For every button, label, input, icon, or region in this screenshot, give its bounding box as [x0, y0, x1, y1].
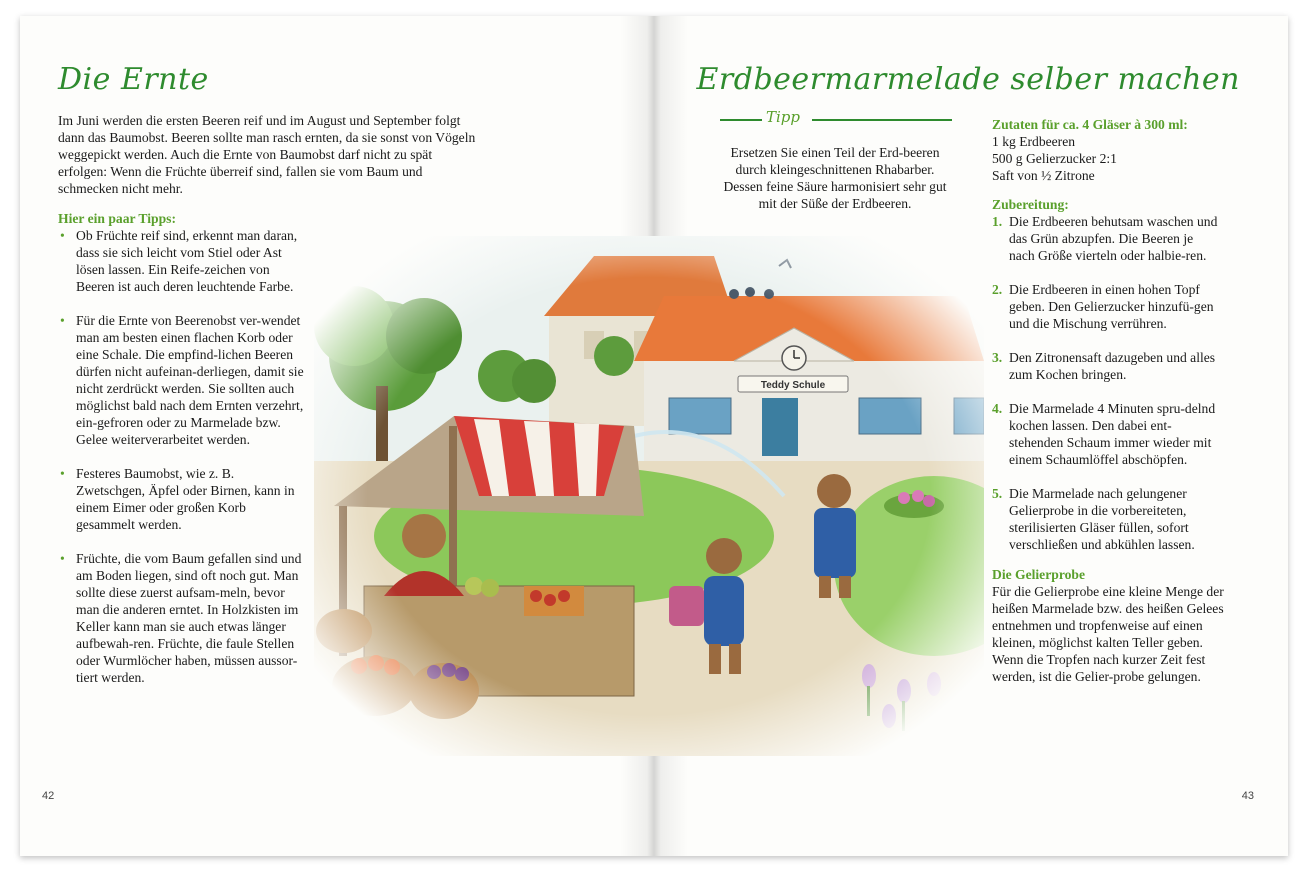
tips-list [58, 227, 306, 703]
step-text: Die Marmelade nach gelungener Gelierprobe in die vorbereiteten, sterilisierten Gläser füllen, sofort verschließen und abkühlen lassen. [1009, 486, 1195, 552]
page-title-left: Die Ernte [58, 62, 209, 97]
list-item: • Festeres Baumobst, wie z. B. Zwetschgen, Äpfel oder Birnen, kann in einem Eimer oder großen Korb gesammelt werden. [58, 465, 306, 533]
tipp-text: Ersetzen Sie einen Teil der Erd-beeren durch kleingeschnittenen Rhabarber. Dessen feine Säure harmonisiert sehr gut mit der Süße der Erdbeeren. [723, 145, 947, 211]
step-text: Die Marmelade 4 Minuten spru-delnd kochen lassen. Den dabei ent-stehenden Schaum immer wieder mit einem Schaumlöffel abschöpfen. [1009, 401, 1216, 467]
list-item [992, 485, 1222, 553]
tipp-label: Tipp [762, 108, 804, 126]
list-item: • Früchte, die vom Baum gefallen sind und am Boden liegen, sind oft noch gut. Man sollte diese zuerst aufsam-meln, bevor man die anderen erntet. In Holzkisten im Keller kann man sie auch etwas länger aufbewah-ren. Früchte, die faule Stellen oder Wurmlöcher haben, müssen aussor-tiert werden. [58, 550, 306, 686]
step-text: Die Erdbeeren behutsam waschen und das Grün abzupfen. Die Beeren je nach Größe vierteln oder halbie-ren. [1009, 214, 1218, 263]
step-number: 5. [992, 486, 1003, 501]
list-item: • Für die Ernte von Beerenobst ver-wendet man am besten einen flachen Korb oder eine Schale. Die empfind-lichen Beeren dürfen nicht aufeinan-derliegen, damit sie nicht zerdrückt werden. Sie sollten auch möglichst bald nach dem Ernten verzehrt, ein-gefroren oder zu Marmelade bzw. Gelee weiterverarbeitet werden. [58, 312, 306, 448]
step-number: 4. [992, 401, 1003, 416]
preparation-heading: Zubereitung: [992, 197, 1069, 212]
list-item: 500 g Gelierzucker 2:1 [992, 151, 1117, 166]
list-item [992, 281, 1222, 332]
page-number-right: 43 [1241, 790, 1254, 802]
step-number: 1. [992, 214, 1003, 229]
step-number: 3. [992, 350, 1003, 365]
list-item [992, 213, 1222, 264]
preparation-steps [992, 213, 1222, 570]
step-text: Die Erdbeeren in einen hohen Topf geben. Den Gelierzucker hinzufü-gen und die Mischung verrühren. [1009, 282, 1214, 331]
page-number-left: 42 [42, 790, 55, 802]
list-item: Saft von ½ Zitrone [992, 168, 1095, 183]
step-text: Den Zitronensaft dazugeben und alles zum Kochen bringen. [1009, 350, 1216, 382]
tips-heading: Hier ein paar Tipps: [58, 211, 176, 226]
tipp-heading [720, 108, 952, 128]
ingredients-list [992, 133, 1117, 184]
step-number: 2. [992, 282, 1003, 297]
list-item: • Ob Früchte reif sind, erkennt man daran, dass sie sich leicht vom Stiel oder Ast lösen lassen. Ein Reife-zeichen von Beeren ist auch deren leuchtende Farbe. [58, 227, 306, 295]
market-illustration [314, 236, 984, 756]
list-item [992, 349, 1222, 383]
intro-paragraph: Im Juni werden die ersten Beeren reif und im August und September folgt dann das Baumobst. Beeren sollte man rasch ernten, da sie sonst von Vögeln weggepickt werden. Auch die Ernte von Baumobst darf nicht zu spät erfolgen: Wenn die Früchte überreif sind, fallen sie vom Baum und schmecken nicht mehr. [58, 113, 476, 196]
list-item [992, 400, 1222, 468]
ingredients-heading: Zutaten für ca. 4 Gläser à 300 ml: [992, 117, 1188, 132]
gelierprobe-text: Für die Gelierprobe eine kleine Menge der heißen Marmelade bzw. des heißen Gelees entnehmen und tropfenweise auf einen kleinen, möglichst kalten Teller geben. Wenn die Tropfen nach kurzer Zeit fest werden, ist die Gelier-probe gelungen. [992, 584, 1224, 684]
gelierprobe-heading: Die Gelierprobe [992, 567, 1085, 582]
page-title-right: Erdbeermarmelade selber machen [696, 62, 1240, 97]
list-item: 1 kg Erdbeeren [992, 134, 1076, 149]
